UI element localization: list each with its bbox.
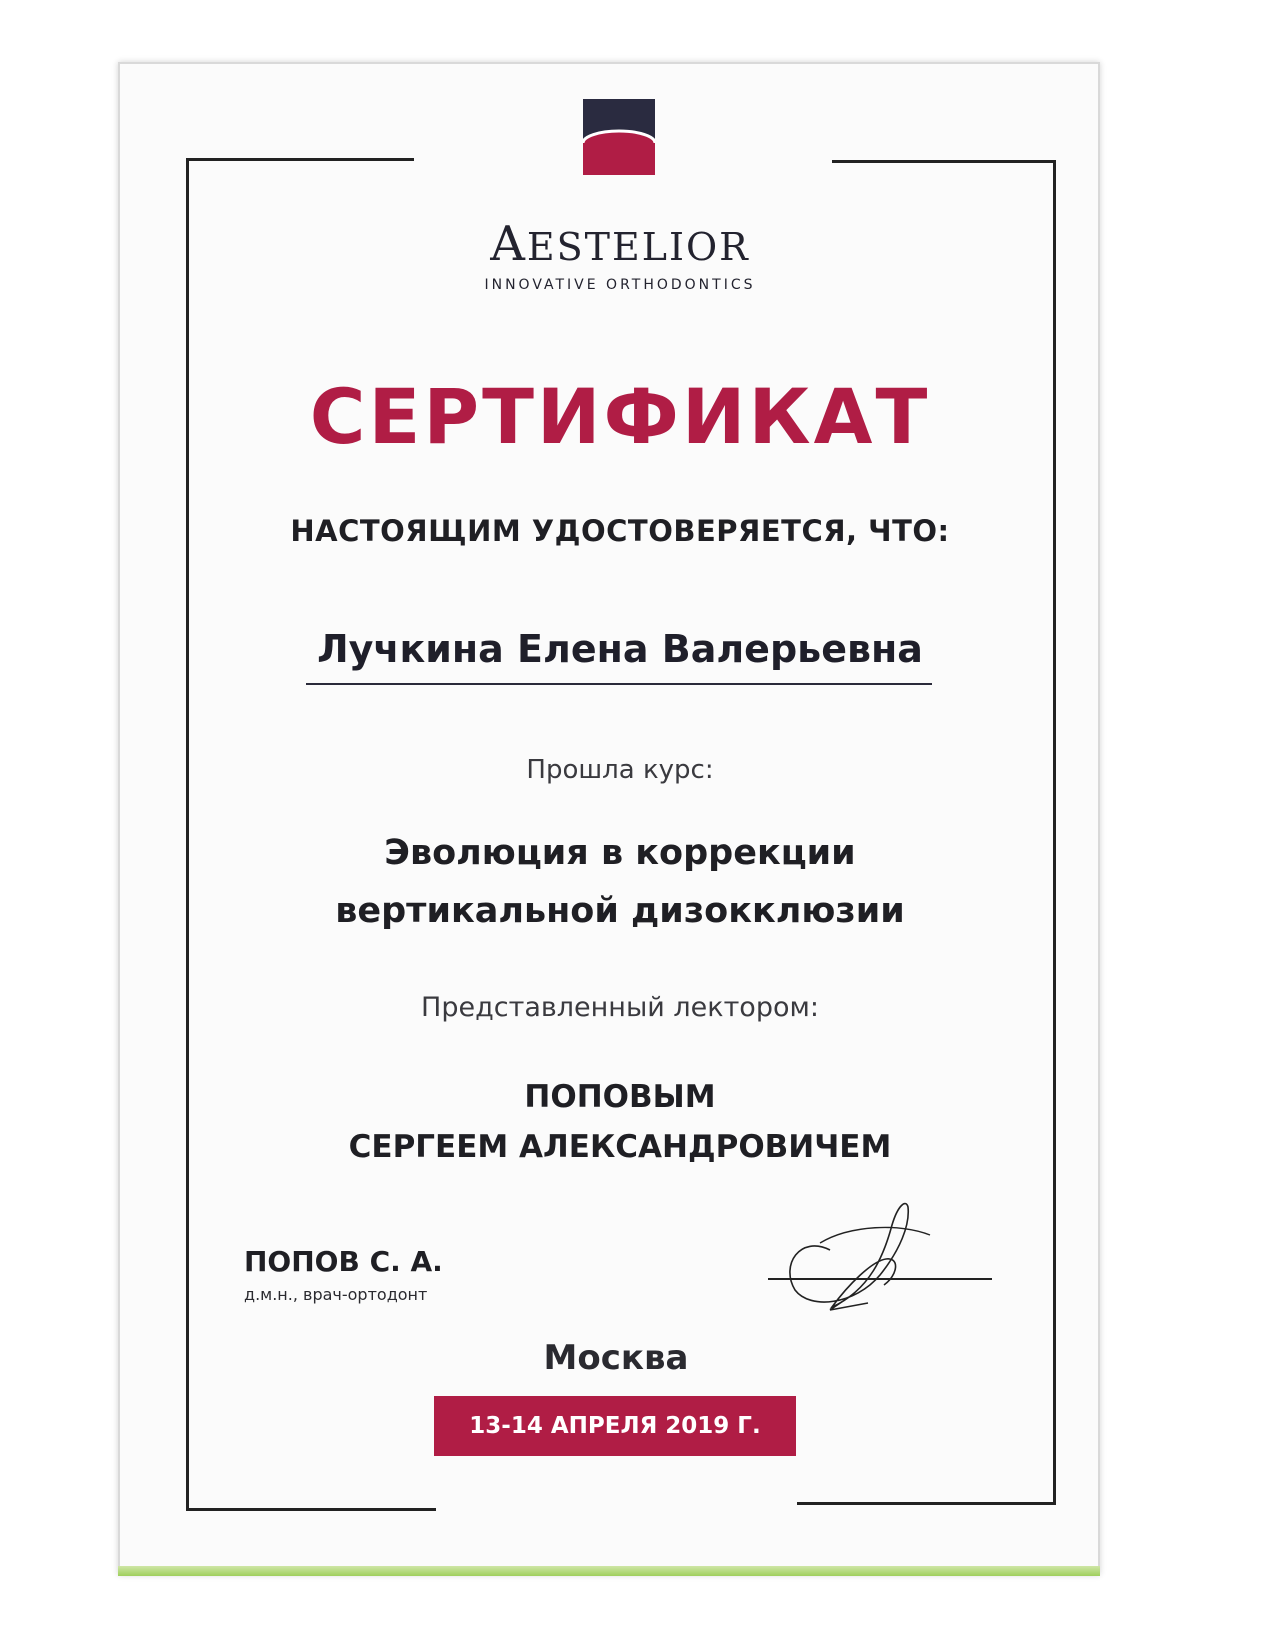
frame-line-bottom-right — [797, 1502, 1056, 1505]
date-badge: 13-14 АПРЕЛЯ 2019 Г. — [434, 1396, 796, 1456]
signer-title: д.м.н., врач-ортодонт — [244, 1285, 428, 1304]
frame-line-bottom-left — [186, 1508, 436, 1511]
lecturer-name-line: ПОПОВЫМ — [524, 1079, 716, 1115]
handwritten-signature-icon — [760, 1195, 1000, 1320]
brand-tagline: INNOVATIVE ORTHODONTICS — [484, 277, 756, 293]
recipient-underline — [306, 683, 932, 685]
course-title-line: вертикальной дизокклюзии — [335, 891, 905, 931]
certificate-title: СЕРТИФИКАТ — [309, 372, 931, 461]
course-title-line: Эволюция в коррекции — [384, 833, 856, 873]
passed-course-label: Прошла курс: — [526, 755, 714, 785]
lecturer-name-line: СЕРГЕЕМ АЛЕКСАНДРОВИЧЕМ — [348, 1129, 892, 1165]
frame-line-top-left — [186, 158, 414, 161]
city: Москва — [543, 1338, 689, 1378]
course-title — [0, 824, 1240, 940]
frame-line-top-right — [832, 160, 1056, 163]
presented-by-label: Представленный лектором: — [421, 992, 819, 1023]
brand-name-initial: A — [490, 216, 527, 272]
recipient-name: Лучкина Елена Валерьевна — [317, 627, 923, 671]
brand-name-rest: ESTELIOR — [526, 225, 750, 269]
brand-logo-icon — [583, 99, 655, 175]
signer-name: ПОПОВ С. А. — [244, 1245, 443, 1278]
certifies-statement: НАСТОЯЩИМ УДОСТОВЕРЯЕТСЯ, ЧТО: — [290, 514, 950, 548]
lecturer-name — [0, 1072, 1240, 1172]
brand-name — [0, 216, 1240, 272]
frame-bottom-strip — [118, 1566, 1100, 1576]
